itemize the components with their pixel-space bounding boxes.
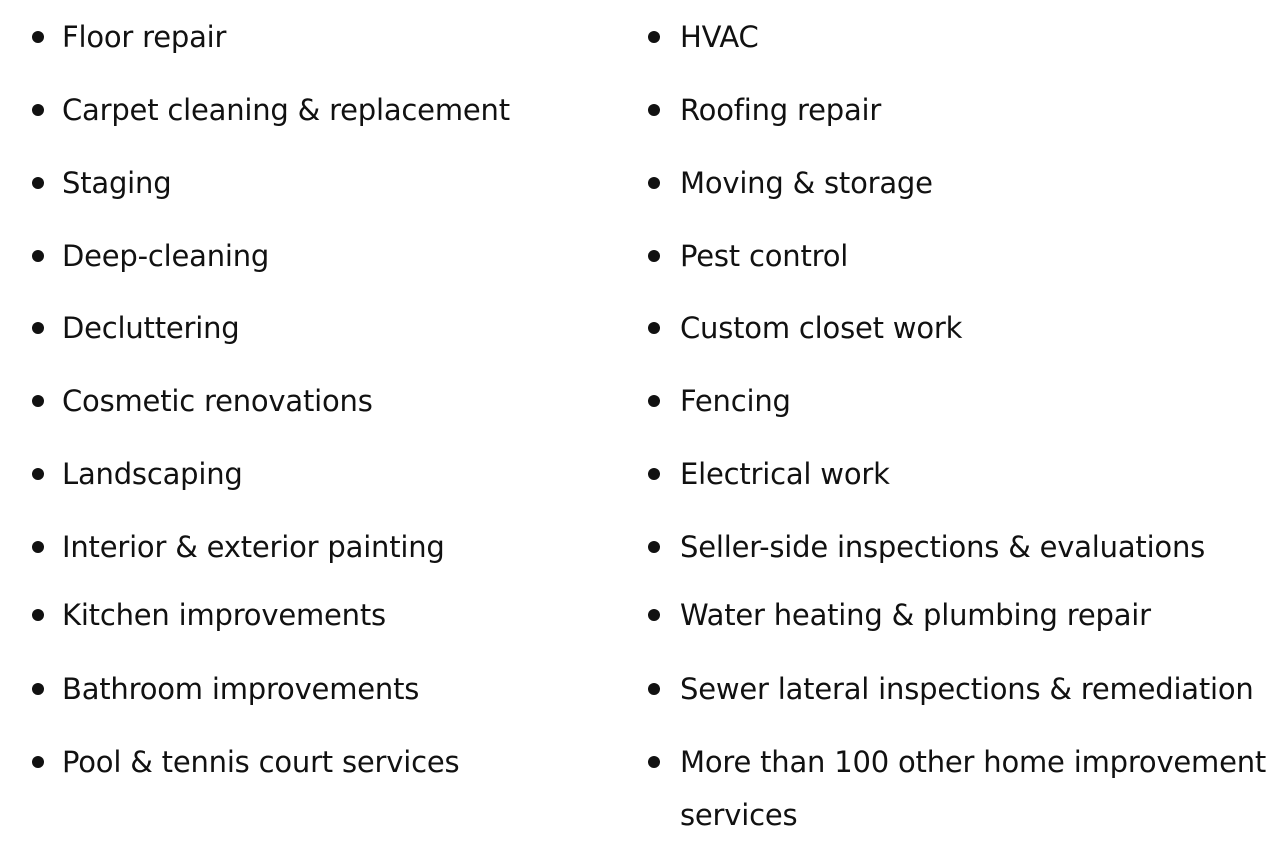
list-item-label: Floor repair [62, 20, 227, 54]
bullet-icon [32, 541, 44, 553]
list-item [618, 448, 1273, 501]
list-item [0, 302, 620, 355]
list-item-label: HVAC [680, 20, 759, 54]
list-item-label: Pest control [680, 239, 849, 273]
bullet-icon [32, 683, 44, 695]
list-item [618, 521, 1273, 574]
list-item [0, 375, 620, 428]
list-item-label: Decluttering [62, 311, 240, 345]
bullet-icon [32, 177, 44, 189]
list-item [618, 663, 1273, 716]
list-item-label: Fencing [680, 384, 791, 418]
list-item-label: More than 100 other home improvement services [680, 745, 1267, 832]
bullet-icon [648, 395, 660, 407]
list-item-label: Landscaping [62, 457, 243, 491]
bullet-icon [32, 104, 44, 116]
list-item-label: Sewer lateral inspections & remediation [680, 672, 1254, 706]
bullet-icon [648, 31, 660, 43]
list-item [618, 736, 1273, 842]
list-item-label: Cosmetic renovations [62, 384, 373, 418]
bullet-icon [648, 541, 660, 553]
list-item [0, 736, 620, 789]
bullet-icon [32, 250, 44, 262]
list-item-label: Custom closet work [680, 311, 963, 345]
list-item [618, 11, 1273, 64]
bullet-icon [648, 322, 660, 334]
list-item [618, 302, 1273, 355]
list-item-label: Water heating & plumbing repair [680, 598, 1151, 632]
bullet-icon [32, 395, 44, 407]
list-item-label: Electrical work [680, 457, 890, 491]
list-item [0, 589, 620, 642]
list-item [0, 663, 620, 716]
list-item-label: Seller-side inspections & evaluations [680, 530, 1206, 564]
bullet-icon [648, 609, 660, 621]
list-item-label: Pool & tennis court services [62, 745, 460, 779]
list-item [0, 157, 620, 210]
list-item [0, 521, 620, 574]
bullet-icon [648, 250, 660, 262]
list-item-label: Carpet cleaning & replacement [62, 93, 510, 127]
bullet-icon [32, 609, 44, 621]
list-item-label: Deep-cleaning [62, 239, 270, 273]
bullet-icon [32, 31, 44, 43]
bullet-icon [648, 177, 660, 189]
bullet-icon [648, 756, 660, 768]
bullet-icon [648, 468, 660, 480]
list-item [0, 84, 620, 137]
list-item [618, 589, 1273, 642]
list-item [0, 11, 620, 64]
bullet-icon [32, 322, 44, 334]
bullet-icon [648, 104, 660, 116]
list-item [0, 448, 620, 501]
bullet-icon [648, 683, 660, 695]
list-item-label: Bathroom improvements [62, 672, 420, 706]
bullet-icon [32, 468, 44, 480]
list-item [618, 84, 1273, 137]
list-item-label: Roofing repair [680, 93, 882, 127]
list-item [618, 230, 1273, 283]
list-item [0, 230, 620, 283]
list-item [618, 375, 1273, 428]
list-item-label: Moving & storage [680, 166, 933, 200]
list-item [618, 157, 1273, 210]
list-item-label: Kitchen improvements [62, 598, 386, 632]
list-item-label: Staging [62, 166, 172, 200]
list-item-label: Interior & exterior painting [62, 530, 445, 564]
bullet-icon [32, 756, 44, 768]
